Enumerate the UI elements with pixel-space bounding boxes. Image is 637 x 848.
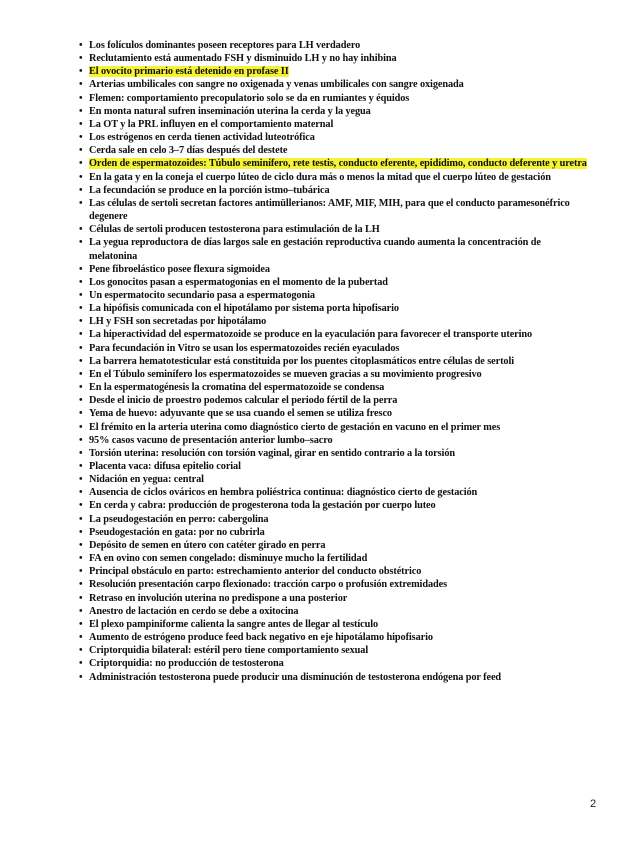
list-item [79,539,591,552]
bullet-icon: • [79,579,83,591]
list-item [79,157,591,170]
bullet-icon: • [79,671,83,683]
item-text: Criptorquidia bilateral: estéril pero tiene comportamiento sexual [89,645,369,657]
bullet-icon: • [79,434,83,446]
bullet-icon: • [79,105,83,117]
item-text: Un espermatocito secundario pasa a espermatogonia [89,289,315,301]
list-item [79,671,591,684]
item-text: Nidación en yegua: central [89,474,204,486]
list-item [79,184,591,197]
item-text: Placenta vaca: difusa epitelio corial [89,461,241,472]
list-item [79,592,591,605]
bullet-icon: • [79,539,83,551]
bullet-icon: • [79,355,83,367]
list-item [79,315,591,328]
bullet-icon: • [79,513,83,525]
item-text: El frémito en la arteria uterina como diagnóstico cierto de gestación en vacuno en el primer mes [89,421,501,433]
item-text: En la gata y en la coneja el cuerpo lúteo de ciclo dura más o menos la mitad que el cuerpo lúteo de gestación [89,171,551,183]
item-text: La yegua reproductora de días largos sale en gestación reproductiva cuando aumenta la concentración de melatonina [89,237,541,262]
list-item [79,460,591,473]
bullet-icon: • [79,197,83,209]
bullet-icon: • [79,145,83,157]
list-item [79,605,591,618]
item-text: Ausencia de ciclos ováricos en hembra poliéstrica continua: diagnóstico cierto de gestación [89,487,478,499]
list-item [79,105,591,118]
item-text: En cerda y cabra: producción de progesterona toda la gestación por cuerpo luteo [89,500,436,512]
item-text: Criptorquidia: no producción de testosterona [89,658,284,670]
item-text: En la espermatogénesis la cromatina del espermatozoide se condensa [89,382,385,394]
bullet-icon: • [79,618,83,630]
item-text: Los gonocitos pasan a espermatogonias en el momento de la pubertad [89,276,388,288]
bullet-icon: • [79,329,83,341]
list-item [79,486,591,499]
bullet-icon: • [79,421,83,433]
list-item [79,644,591,657]
list-item [79,131,591,144]
list-item [79,421,591,434]
item-text: LH y FSH son secretadas por hipotálamo [89,316,267,328]
list-item [79,39,591,52]
list-item [79,118,591,131]
item-text: La barrera hematotesticular está constituida por los puentes citoplasmáticos entre células de sertoli [89,355,514,367]
item-text: Retraso en involución uterina no predispone a una posterior [89,592,348,604]
list-item [79,368,591,381]
bullet-icon: • [79,276,83,288]
list-item [79,499,591,512]
list-item [79,657,591,670]
bullet-icon: • [79,92,83,104]
bullet-icon: • [79,632,83,644]
bullet-icon: • [79,118,83,130]
bullet-icon: • [79,447,83,459]
item-text: La pseudogestación en perro: cabergolina [89,513,269,525]
bullet-list [79,39,591,684]
item-text: Resolución presentación carpo flexionado: tracción carpo o profusión extremidades [89,579,447,591]
bullet-icon: • [79,461,83,472]
item-text: 95% casos vacuno de presentación anterior lumbo–sacro [89,434,333,446]
list-item [79,565,591,578]
list-item [79,552,591,565]
item-text: El plexo pampiniforme calienta la sangre antes de llegar al testículo [89,618,379,630]
list-item [79,407,591,420]
bullet-icon: • [79,526,83,538]
item-text: La OT y la PRL influyen en el comportamiento maternal [89,118,334,130]
list-item [79,78,591,91]
list-item [79,52,591,65]
bullet-icon: • [79,645,83,657]
highlighted-item-text: El ovocito primario está detenido en profase II [89,66,289,78]
list-item [79,434,591,447]
list-item [79,276,591,289]
page-number: 2 [590,798,597,810]
list-item [79,328,591,341]
bullet-icon: • [79,487,83,499]
item-text: Principal obstáculo en parto: estrechamiento anterior del conducto obstétrico [89,566,422,578]
list-item [79,171,591,184]
bullet-icon: • [79,658,83,670]
item-text: La fecundación se produce en la porción istmo–tubárica [89,184,330,196]
bullet-icon: • [79,158,83,170]
item-text: Pseudogestación en gata: por no cubrirla [89,526,265,538]
bullet-icon: • [79,342,83,354]
list-item [79,473,591,486]
item-text: Los estrógenos en cerda tienen actividad luteotrófica [89,132,315,144]
item-text: La hiperactividad del espermatozoide se produce en la eyaculación para favorecer el transporte uterino [89,329,533,341]
item-text: Desde el inicio de proestro podemos calcular el periodo fértil de la perra [89,395,398,407]
list-item [79,526,591,539]
bullet-icon: • [79,553,83,565]
item-text: En monta natural sufren inseminación uterina la cerda y la yegua [89,105,371,117]
bullet-icon: • [79,382,83,394]
item-text: Anestro de lactación en cerdo se debe a oxitocina [89,605,299,617]
item-text: FA en ovino con semen congelado: disminuye mucho la fertilidad [89,553,368,565]
item-text: Reclutamiento está aumentado FSH y disminuido LH y no hay inhibina [89,53,397,65]
list-item [79,342,591,355]
bullet-icon: • [79,566,83,578]
list-item [79,289,591,302]
bullet-icon: • [79,303,83,315]
list-item [79,381,591,394]
list-item [79,618,591,631]
list-item [79,223,591,236]
list-item [79,65,591,78]
bullet-icon: • [79,79,83,91]
list-item [79,92,591,105]
bullet-icon: • [79,40,83,51]
item-text: En el Túbulo seminífero los espermatozoides se mueven gracias a su movimiento progresivo [89,368,482,380]
bullet-icon: • [79,263,83,275]
list-item [79,513,591,526]
bullet-icon: • [79,408,83,420]
bullet-icon: • [79,53,83,65]
bullet-icon: • [79,474,83,486]
item-text: Arterias umbilicales con sangre no oxigenada y venas umbilicales con sangre oxigenada [89,79,464,91]
item-text: Pene fibroelástico posee flexura sigmoidea [89,263,270,275]
bullet-icon: • [79,316,83,328]
bullet-icon: • [79,592,83,604]
bullet-icon: • [79,224,83,236]
bullet-icon: • [79,171,83,183]
item-text: Los folículos dominantes poseen receptores para LH verdadero [89,40,361,51]
bullet-icon: • [79,184,83,196]
item-text: Para fecundación in Vitro se usan los espermatozoides recién eyaculados [89,342,400,354]
item-text: Yema de huevo: adyuvante que se usa cuando el semen se utiliza fresco [89,408,392,420]
bullet-icon: • [79,368,83,380]
bullet-icon: • [79,395,83,407]
item-text: Flemen: comportamiento precopulatorio solo se da en rumiantes y équidos [89,92,410,104]
list-item [79,263,591,276]
bullet-icon: • [79,132,83,144]
bullet-icon: • [79,500,83,512]
bullet-icon: • [79,66,83,78]
item-text: Depósito de semen en útero con catéter girado en perra [89,539,326,551]
item-text: Torsión uterina: resolución con torsión vaginal, girar en sentido contrario a la torsión [89,447,455,459]
list-item [79,355,591,368]
list-item [79,197,591,223]
item-text: La hipófisis comunicada con el hipotálamo por sistema porta hipofisario [89,303,399,315]
list-item [79,578,591,591]
item-text: Células de sertoli producen testosterona para estimulación de la LH [89,224,380,236]
item-text: Cerda sale en celo 3–7 días después del destete [89,145,288,157]
bullet-icon: • [79,605,83,617]
highlighted-item-text: Orden de espermatozoides: Túbulo seminífero, rete testis, conducto eferente, epidídimo, conducto deferente y uretra [89,158,587,170]
item-text: Las células de sertoli secretan factores antimüllerianos: AMF, MIF, MIH, para que el conducto paramesonéfrico degenere [89,197,570,223]
bullet-icon: • [79,289,83,301]
list-item [79,302,591,315]
list-item [79,236,591,262]
list-item [79,631,591,644]
list-item [79,144,591,157]
list-item [79,447,591,460]
list-item [79,394,591,407]
item-text: Aumento de estrógeno produce feed back negativo en eje hipotálamo hipofisario [89,632,433,644]
bullet-icon: • [79,237,83,249]
item-text: Administración testosterona puede producir una disminución de testosterona endógena por feed [89,671,502,683]
